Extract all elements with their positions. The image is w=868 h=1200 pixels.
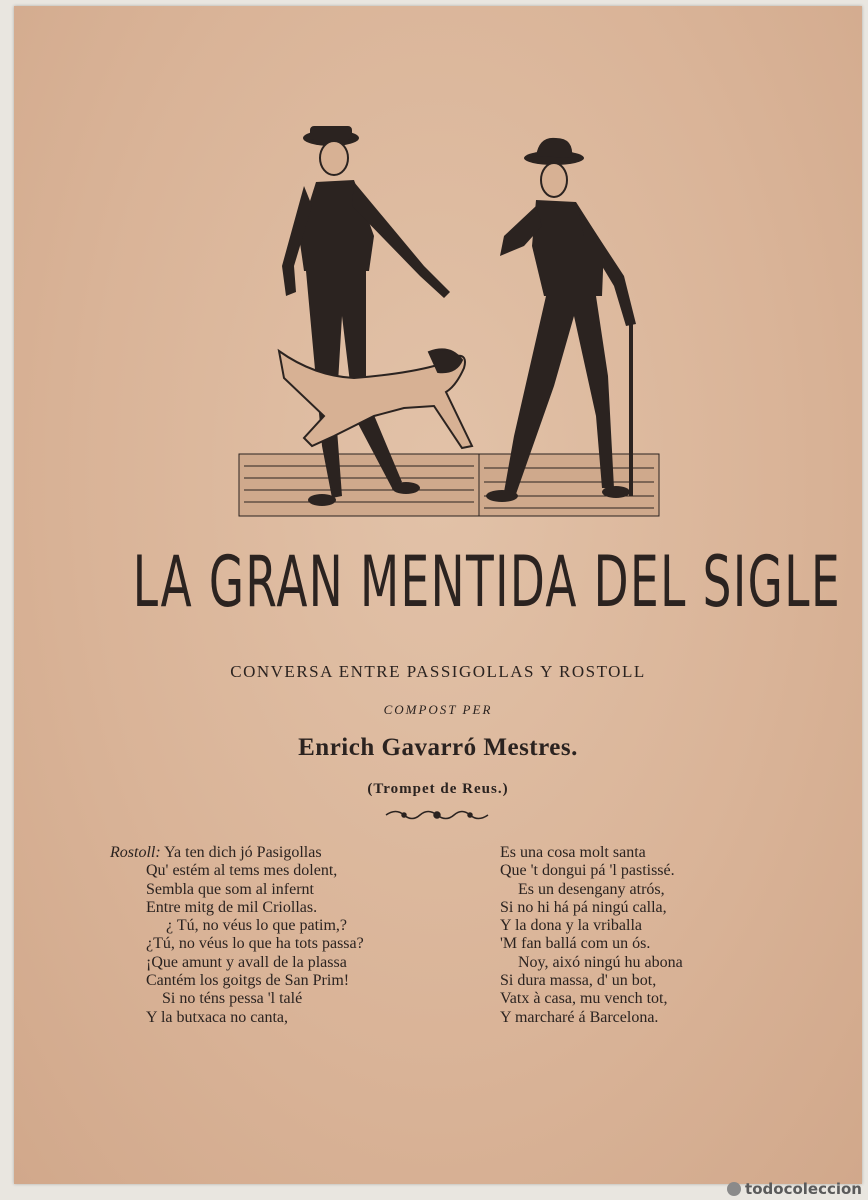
verse-line: Si dura massa, d' un bot, [500,972,657,990]
verse-line: Si no hi há pá ningú calla, [500,898,667,916]
verse-line: ¿ Tú, no véus lo que patim,? [166,917,347,935]
author-name: Enrich Gavarró Mestres. [298,734,578,761]
verse-line: Y la butxaca no canta, [146,1008,289,1026]
woodcut-illustration [224,116,674,526]
verse-line: Noy, aixó ningú hu abona [518,953,683,971]
verse-text: Ya ten dich jó Pasigollas [164,844,322,861]
verse-line: Vatx à casa, mu vench tot, [500,990,668,1008]
verse-line: 'M fan ballá com un ós. [500,935,651,953]
document-subtitle: CONVERSA ENTRE PASSIGOLLAS Y ROSTOLL [230,662,646,681]
verse-line: Si no téns pessa 'l talé [162,990,303,1008]
verse-line: Qu' estém al tems mes dolent, [146,862,338,880]
document-title: LA GRAN MENTIDA DEL SIGLE [132,541,842,623]
composed-by-label: COMPOST PER [383,702,493,717]
author-alias: (Trompet de Reus.) [367,781,509,797]
verse-line: Y marcharé á Barcelona. [500,1008,659,1026]
globe-icon [727,1182,741,1196]
watermark-text: todocoleccion [745,1180,862,1198]
verse-line: ¿Tú, no véus lo que ha tots passa? [146,935,364,953]
verse-line: Es un desengany atrós, [518,880,665,898]
verse-column-right [500,844,840,1027]
verse-line: Entre mitg de mil Criollas. [146,898,318,916]
verse-line: Y la dona y la vriballa [500,917,643,935]
verse-column-left [110,844,470,1027]
verse-line: ¡Que amunt y avall de la plassa [146,953,347,971]
verse-line: Sembla que som al infernt [146,880,314,898]
verse-line [110,844,470,862]
verse-line: Que 't dongui pá 'l pastissé. [500,862,675,880]
verse-line: Cantém los goitgs de San Prim! [146,972,350,990]
verse-line: Es una cosa molt santa [500,844,646,861]
speaker-label: Rostoll: [110,844,161,861]
ornament-divider [382,806,492,824]
watermark [727,1180,862,1198]
document-page [14,6,862,1184]
